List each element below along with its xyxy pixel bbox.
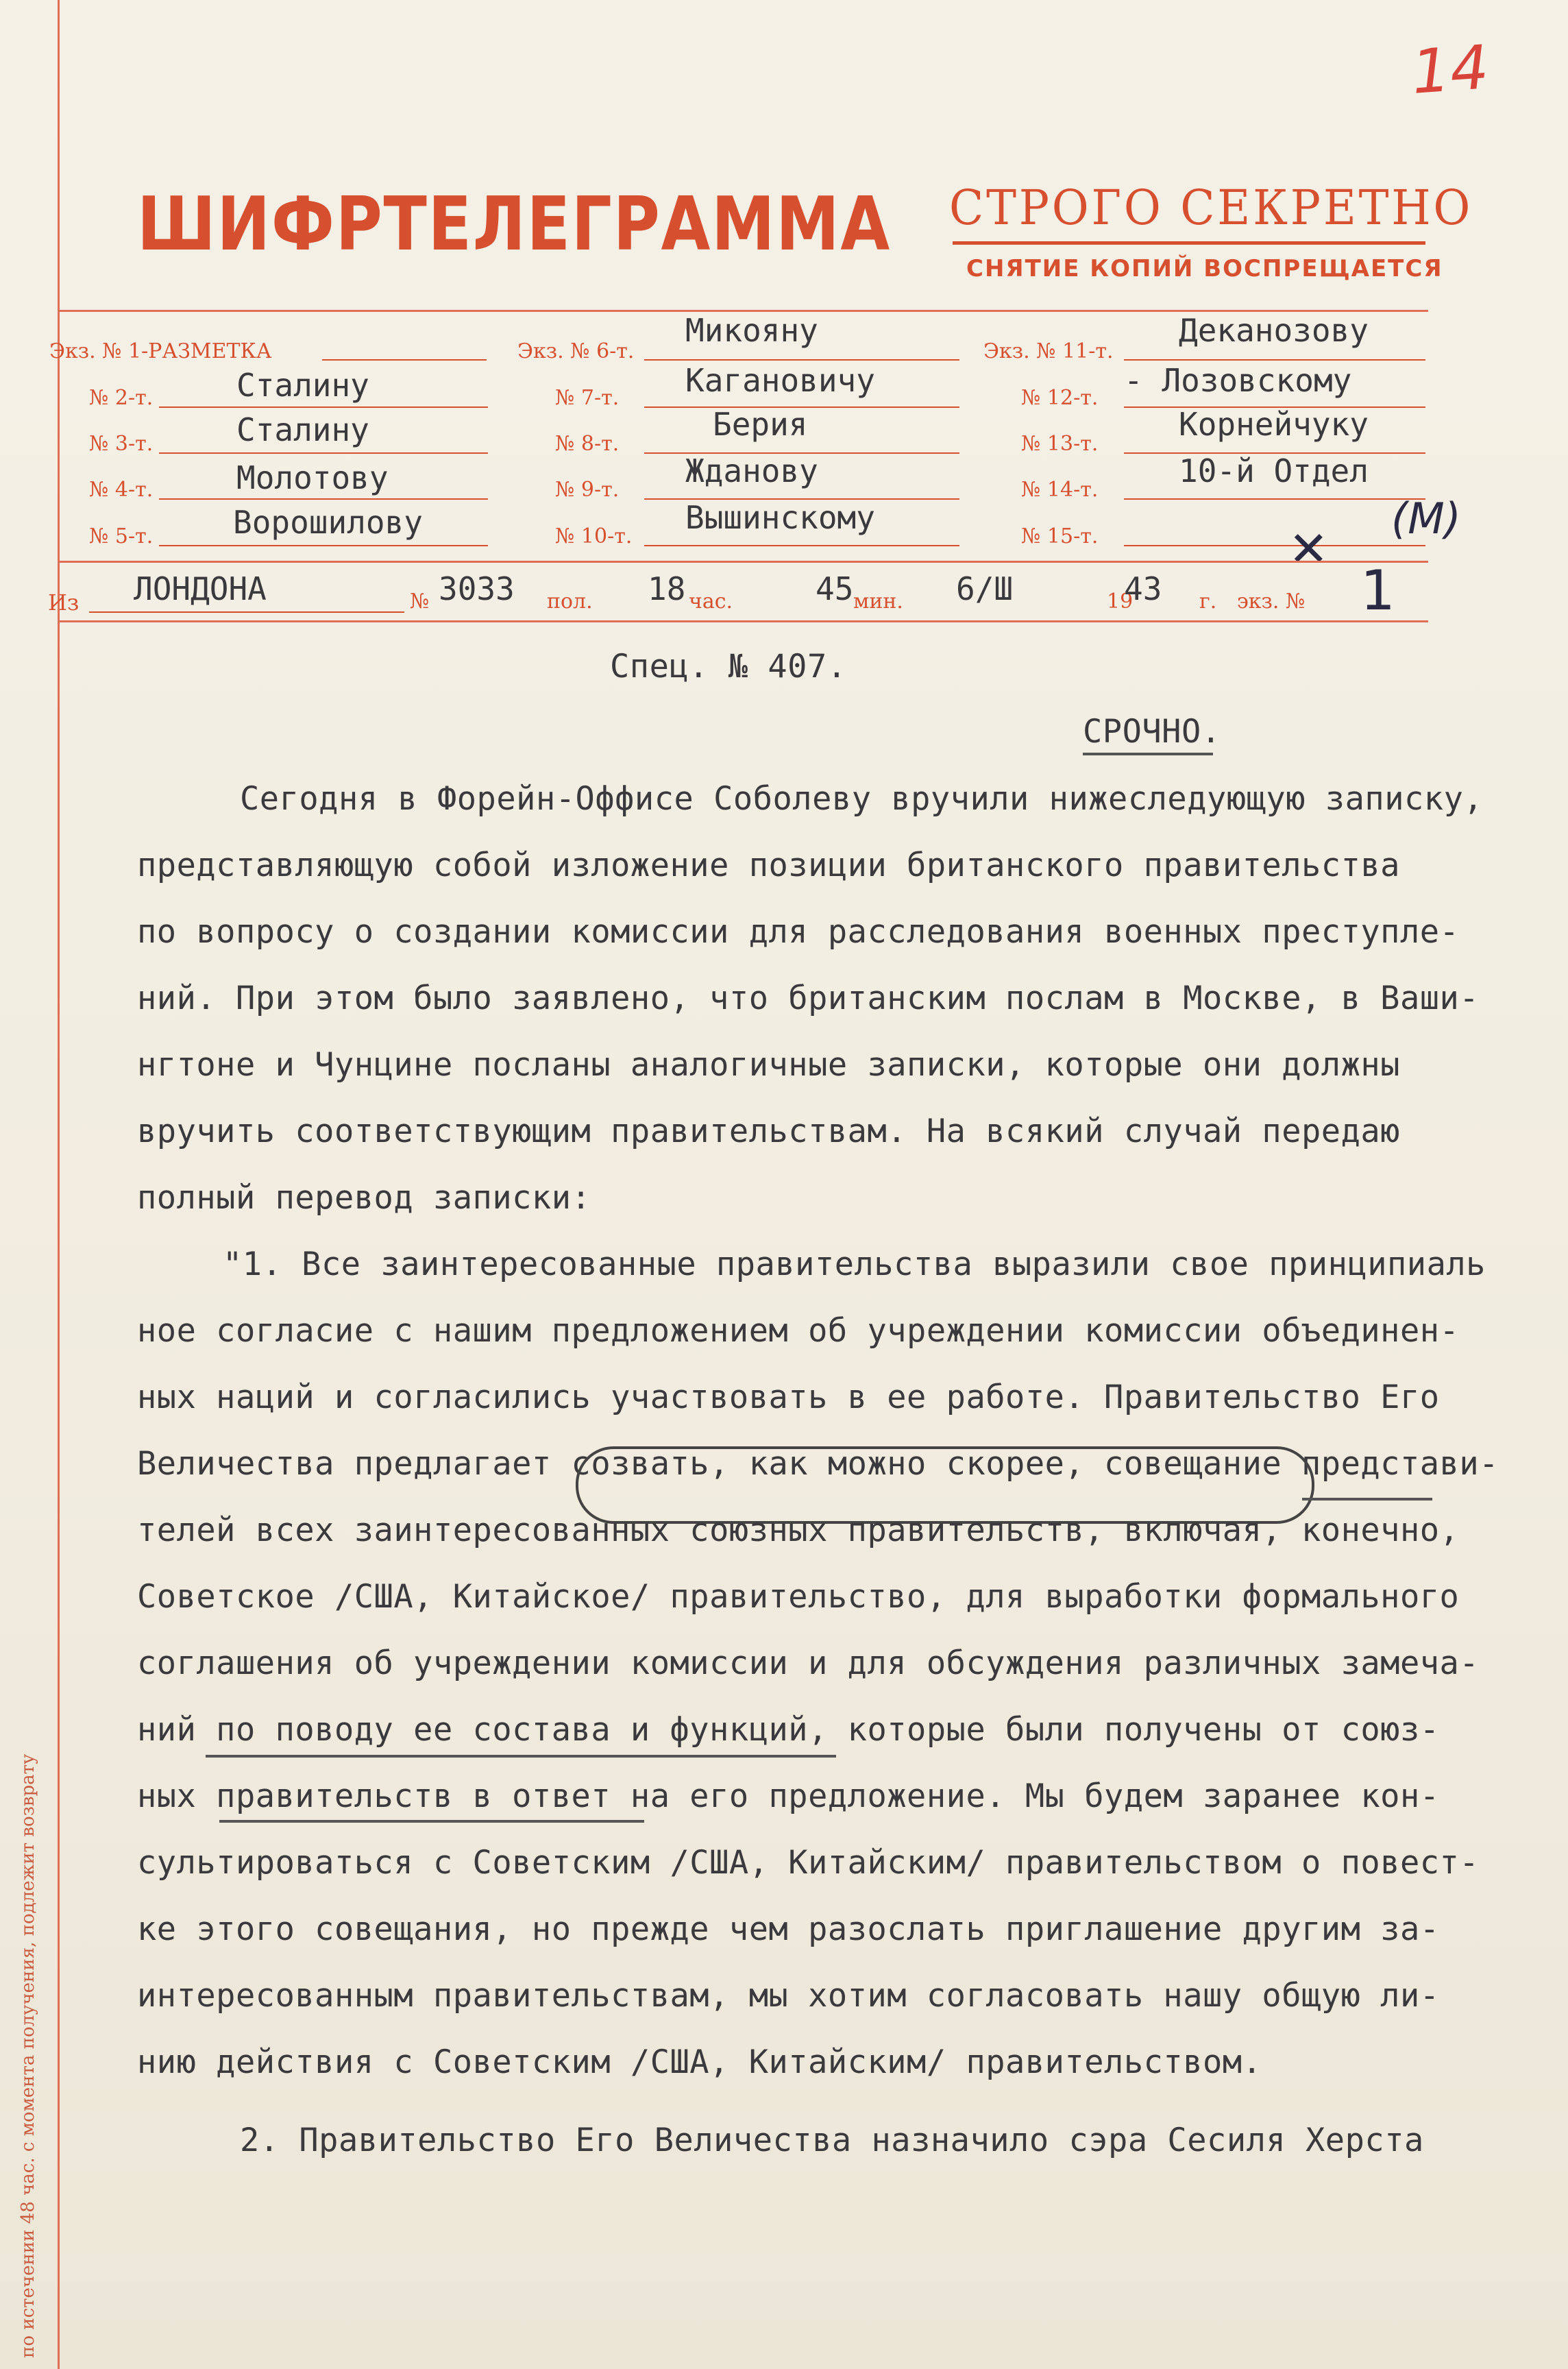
recipient: Сталину <box>236 411 369 448</box>
dist-label: № 15-т. <box>1021 524 1099 548</box>
date-value: 6/Ш <box>956 570 1014 607</box>
fill-line <box>159 498 488 500</box>
body-line: 2. Правительство Его Величества назначило сэра Сесиля Херста <box>240 2122 1424 2159</box>
header-divider-mid <box>58 561 1428 563</box>
recipient: Деканозову <box>1179 312 1369 349</box>
fill-line <box>322 359 487 361</box>
body-line: "1. Все заинтересованные правительства выразили свое принципиаль <box>223 1246 1486 1283</box>
margin-note: по истечении 48 час. с момента получения, подлежит возврату <box>18 1753 38 2358</box>
dist-label: № 2-т. <box>89 386 154 410</box>
recipient: Молотову <box>236 459 389 496</box>
recipient: Вышинскому <box>685 499 875 536</box>
hour-value: 18 <box>648 570 686 607</box>
body-line: интересованным правительствам, мы хотим согласовать нашу общую ли- <box>137 1977 1440 2015</box>
dist-label: Экз. № 11-т. <box>983 339 1114 363</box>
body-line: соглашения об учреждении комиссии и для обсуждения различных замеча- <box>137 1644 1480 1682</box>
recipient: 10-й Отдел <box>1179 452 1369 489</box>
received-label: пол. <box>547 590 593 613</box>
dist-label: № 10-т. <box>555 524 633 548</box>
body-line: вручить соответствующим правительствам. На всякий случай передаю <box>137 1113 1400 1150</box>
secrecy-underline <box>953 241 1425 245</box>
dist-label: № 7-т. <box>555 386 620 410</box>
dist-label: № 4-т. <box>89 478 154 502</box>
fill-line <box>159 545 488 546</box>
year-prefix: 19 <box>1107 590 1134 613</box>
minute-label: мин. <box>853 590 903 613</box>
recipient: - Лозовскому <box>1124 362 1352 399</box>
fill-line <box>159 406 488 408</box>
recipient: Сталину <box>236 367 369 404</box>
body-line: Советское /США, Китайское/ правительство, для выработки формального <box>137 1578 1460 1616</box>
recipient: Ворошилову <box>233 504 423 541</box>
body-line: Величества предлагает созвать, как можно скорее, совещание представи- <box>137 1445 1499 1483</box>
fill-line <box>644 359 959 361</box>
no-copy-notice: СНЯТИЕ КОПИЙ ВОСПРЕЩАЕТСЯ <box>966 255 1443 282</box>
dist-label: № 13-т. <box>1021 432 1099 456</box>
year-value: 43 <box>1124 570 1162 607</box>
fill-line <box>1124 359 1425 361</box>
spec-number: Спец. № 407. <box>610 648 847 685</box>
recipient: Берия <box>713 406 808 443</box>
recipient: Микояну <box>685 312 818 349</box>
body-line: ний по поводу ее состава и функций, которые были получены от союз- <box>137 1711 1440 1749</box>
document-title: ШИФРТЕЛЕГРАММА <box>137 182 892 267</box>
recipient: Жданову <box>685 452 818 489</box>
fill-line <box>1124 545 1425 546</box>
body-line: телей всех заинтересованных союзных правительств, включая, конечно, <box>137 1511 1460 1549</box>
underline-mark <box>1302 1498 1432 1501</box>
handwritten-mark: (М) <box>1391 494 1461 544</box>
body-line: сультироваться с Советским /США, Китайским/ правительством о повест- <box>137 1844 1480 1882</box>
secrecy-stamp: СТРОГО СЕКРЕТНО <box>949 180 1473 236</box>
from-value: ЛОНДОНА <box>134 570 267 607</box>
underline-mark <box>206 1755 836 1758</box>
fill-line <box>644 545 959 546</box>
body-line: нгтоне и Чунцине посланы аналогичные записки, которые они должны <box>137 1046 1400 1084</box>
recipient: Корнейчуку <box>1179 406 1369 443</box>
body-line: полный перевод записки: <box>137 1179 591 1217</box>
body-line: Сегодня в Форейн-Оффисе Соболеву вручили нижеследующую записку, <box>240 780 1484 818</box>
number-label: № <box>410 590 430 613</box>
fill-line <box>159 452 488 454</box>
page-number: 14 <box>1409 32 1491 108</box>
fill-line <box>1124 498 1425 500</box>
body-line: нию действия с Советским /США, Китайским/ правительством. <box>137 2043 1262 2081</box>
cross-mark: ✕ <box>1288 521 1329 577</box>
underline-mark <box>219 1820 644 1823</box>
recipient: Кагановичу <box>685 362 875 399</box>
header-divider-bottom <box>58 620 1428 622</box>
body-line: ний. При этом было заявлено, что британским послам в Москве, в Ваши- <box>137 980 1480 1017</box>
from-label: Из <box>48 590 79 616</box>
minute-value: 45 <box>816 570 854 607</box>
fill-line <box>89 611 404 613</box>
dist-label: Экз. № 1-РАЗМЕТКА <box>49 339 272 363</box>
urgent-mark: СРОЧНО. <box>1083 713 1221 751</box>
year-label: г. <box>1199 590 1217 613</box>
dist-label: № 5-т. <box>89 524 154 548</box>
dist-label: № 12-т. <box>1021 386 1099 410</box>
copy-value: 1 <box>1360 559 1395 622</box>
number-value: 3033 <box>439 570 515 607</box>
body-line: представляющую собой изложение позиции британского правительства <box>137 847 1400 884</box>
dist-label: № 8-т. <box>555 432 620 456</box>
dist-label: Экз. № 6-т. <box>517 339 635 363</box>
body-line: по вопросу о создании комиссии для расследования военных преступле- <box>137 913 1460 951</box>
body-line: ке этого совещания, но прежде чем разослать приглашение другим за- <box>137 1910 1440 1948</box>
dist-label: № 14-т. <box>1021 478 1099 502</box>
body-line: ных наций и согласились участвовать в ее работе. Правительство Его <box>137 1378 1440 1416</box>
dist-label: № 9-т. <box>555 478 620 502</box>
copy-label: экз. № <box>1237 590 1306 613</box>
body-line: ных правительств в ответ на его предложение. Мы будем заранее кон- <box>137 1777 1440 1815</box>
body-line: ное согласие с нашим предложением об учреждении комиссии объединен- <box>137 1312 1460 1350</box>
urgent-underline <box>1083 753 1213 755</box>
hour-label: час. <box>689 590 733 613</box>
dist-label: № 3-т. <box>89 432 154 456</box>
